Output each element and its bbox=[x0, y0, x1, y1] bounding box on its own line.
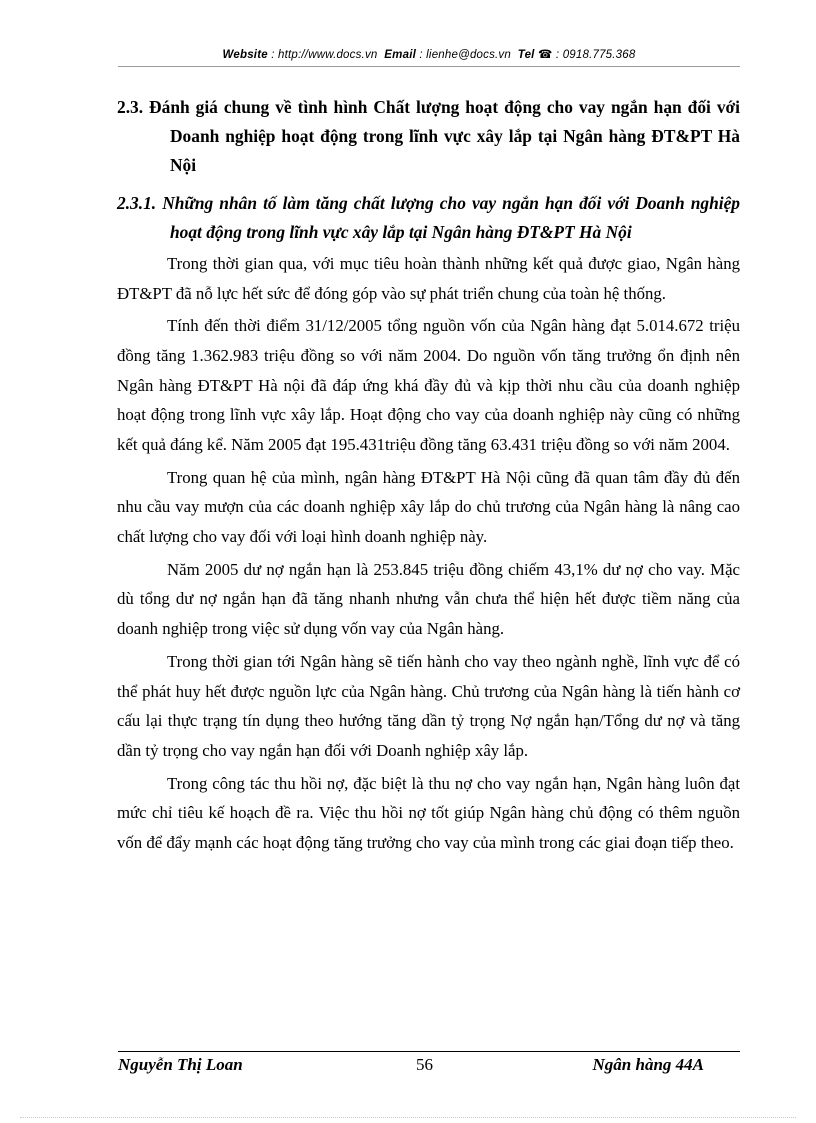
paragraph: Năm 2005 dư nợ ngắn hạn là 253.845 triệu đồng chiếm 43,1% dư nợ cho vay. Mặc dù tổng dư nợ ngắn hạn đã tăng nhanh nhưng vẫn chưa thể hiện hết được tiềm năng của doanh nghiệp trong việc sử dụng vốn vay của Ngân hàng. bbox=[117, 559, 740, 639]
tel-value: : 0918.775.368 bbox=[555, 49, 636, 61]
page-bottom-border bbox=[20, 1117, 796, 1118]
page-footer bbox=[118, 1055, 740, 1079]
page-header bbox=[118, 47, 740, 61]
footer-author: Nguyễn Thị Loan bbox=[118, 1055, 243, 1074]
website-value: : http://www.docs.vn bbox=[271, 49, 378, 61]
paragraph: Trong công tác thu hồi nợ, đặc biệt là thu nợ cho vay ngắn hạn, Ngân hàng luôn đạt mức chỉ tiêu kế hoạch đề ra. Việc thu hồi nợ tốt giúp Ngân hàng chủ động có thêm nguồn vốn để đẩy mạnh các hoạt động tăng trưởng cho vay của mình trong các giai đoạn tiếp theo. bbox=[117, 773, 740, 852]
page-body bbox=[117, 93, 740, 861]
section-heading: 2.3. Đánh giá chung về tình hình Chất lượng hoạt động cho vay ngắn hạn đối với Doanh nghiệp hoạt động trong lĩnh vực xây lắp tại Ngân hàng ĐT&PT Hà Nội bbox=[117, 97, 740, 175]
page-number: 56 bbox=[416, 1055, 433, 1074]
website-label: Website bbox=[222, 49, 268, 61]
footer-class: Ngân hàng 44A bbox=[592, 1055, 704, 1074]
header-divider bbox=[118, 66, 740, 67]
paragraph: Tính đến thời điểm 31/12/2005 tổng nguồn vốn của Ngân hàng đạt 5.014.672 triệu đồng tăng 1.362.983 triệu đồng so với năm 2004. Do nguồn vốn tăng trưởng ổn định nên Ngân hàng ĐT&PT Hà nội đã đáp ứng khá đầy đủ và kịp thời nhu cầu của doanh nghiệp hoạt động trong lĩnh vực xây lắp. Hoạt động cho vay của doanh nghiệp này cũng có những kết quả đáng kể. Năm 2005 đạt 195.431triệu đồng tăng 63.431 triệu đồng so với năm 2004. bbox=[117, 316, 740, 454]
email-label: Email bbox=[384, 49, 416, 61]
paragraph: Trong quan hệ của mình, ngân hàng ĐT&PT Hà Nội cũng đã quan tâm đầy đủ đến nhu cầu vay mượn của các doanh nghiệp xây lắp do chủ trương của Ngân hàng là nâng cao chất lượng cho vay đối với loại hình doanh nghiệp này. bbox=[117, 467, 740, 546]
paragraph: Trong thời gian qua, với mục tiêu hoàn thành những kết quả được giao, Ngân hàng ĐT&PT đã nỗ lực hết sức để đóng góp vào sự phát triển chung của toàn hệ thống. bbox=[117, 254, 740, 303]
email-value: : lienhe@docs.vn bbox=[419, 49, 511, 61]
paragraph: Trong thời gian tới Ngân hàng sẽ tiến hành cho vay theo ngành nghề, lĩnh vực để có thể phát huy hết được nguồn lực của Ngân hàng. Chủ trương của Ngân hàng là tiến hành cơ cấu lại thực trạng tín dụng theo hướng tăng dần tỷ trọng Nợ ngắn hạn/Tổng dư nợ và tăng dần tỷ trọng cho vay ngắn hạn đối với Doanh nghiệp xây lắp. bbox=[117, 651, 740, 760]
footer-divider bbox=[118, 1051, 740, 1052]
tel-label: Tel ☎ bbox=[517, 49, 553, 61]
subsection-heading: 2.3.1. Những nhân tố làm tăng chất lượng cho vay ngắn hạn đối với Doanh nghiệp hoạt động trong lĩnh vực xây lắp tại Ngân hàng ĐT&PT Hà Nội bbox=[117, 193, 740, 242]
